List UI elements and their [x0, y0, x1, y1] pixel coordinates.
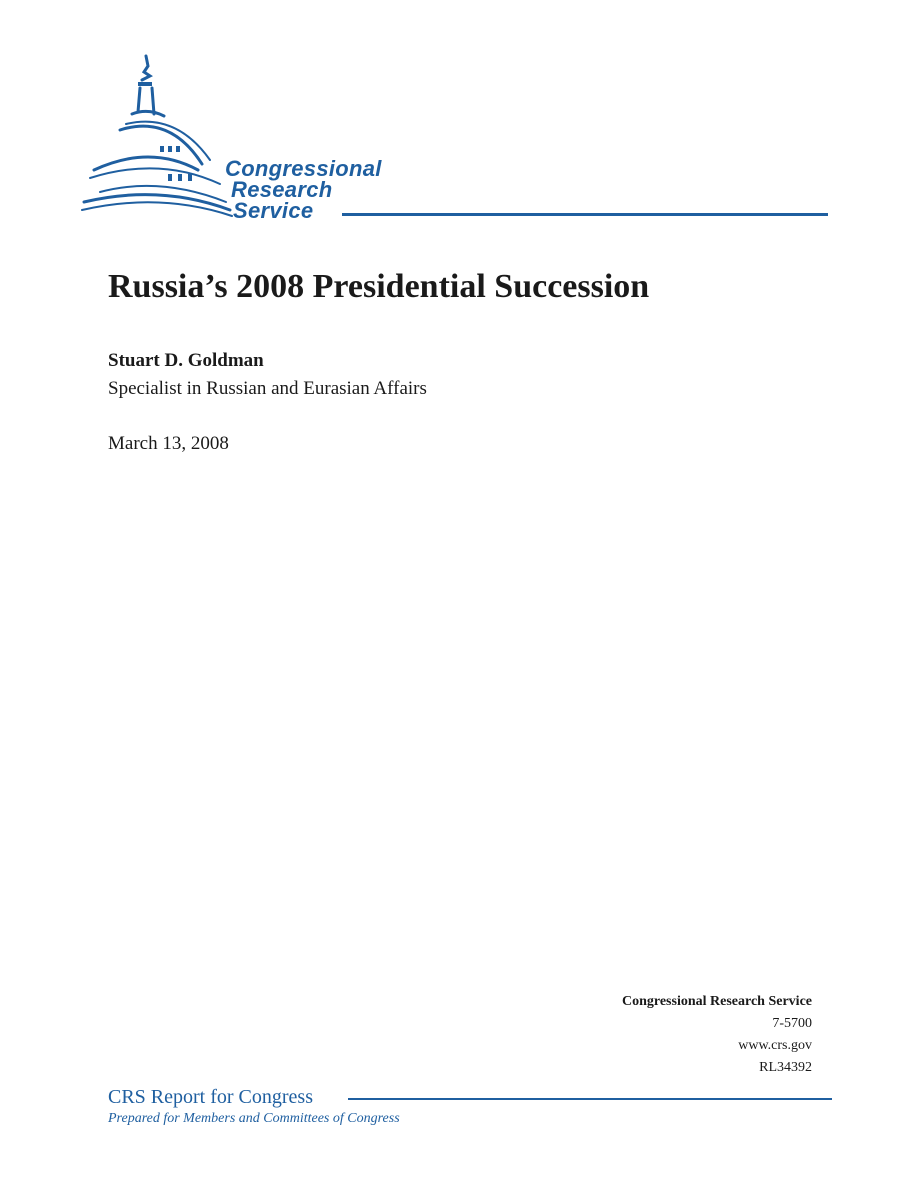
crs-phone: 7-5700: [772, 1016, 812, 1031]
report-label: CRS Report for Congress: [108, 1086, 317, 1109]
logo-word-congressional: Congressional: [225, 156, 382, 181]
report-number: RL34392: [759, 1060, 812, 1075]
crs-logo: [80, 52, 840, 227]
footer-rule: [348, 1098, 832, 1100]
prepared-for-text: Prepared for Members and Committees of Congress: [108, 1111, 400, 1126]
capitol-dome-icon: [80, 52, 240, 227]
report-date: March 13, 2008: [108, 433, 229, 454]
crs-website-link[interactable]: www.crs.gov: [738, 1038, 812, 1053]
crs-org-name: Congressional Research Service: [621, 994, 812, 1009]
logo-rule: [342, 213, 828, 216]
logo-word-service: Service: [233, 198, 314, 223]
author-position: Specialist in Russian and Eurasian Affairs: [108, 378, 427, 399]
report-title: Russia’s 2008 Presidential Succession: [108, 268, 650, 305]
logo-word-research: Research: [231, 177, 333, 202]
report-footer-line: [108, 1086, 832, 1110]
crs-info-block: [622, 991, 812, 1079]
author-name: Stuart D. Goldman: [108, 350, 264, 371]
